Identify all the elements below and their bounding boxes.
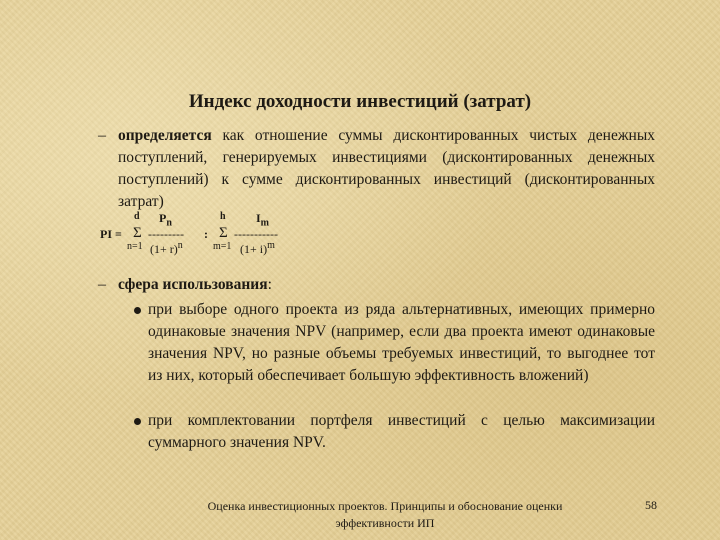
- formula-numerator-1-sub: n: [166, 217, 172, 229]
- formula-limit-top-2: h: [220, 211, 226, 222]
- formula-sigma-1: Σ: [133, 225, 142, 241]
- formula-denominator-1-base: (1+ r): [150, 242, 178, 256]
- formula-numerator-2-letter: I: [256, 211, 261, 225]
- formula-denominator-1: [150, 240, 183, 257]
- scope-item-1: при выборе одного проекта из ряда альтернативных, имеющих примерно одинаковые значения NPV (например, если два проекта имеют одинаковые значения NPV, но разные объемы требуемых инвестиций, то выгоднее тот из них, который обеспечивает большую эффективность вложений): [148, 301, 655, 384]
- definition-text: как отношение суммы дисконтированных чистых денежных поступлений, генерируемых инвестициями (дисконтированных денежных поступлений) к сумме дисконтированных инвестиций (дисконтированных затрат): [118, 127, 655, 210]
- formula-numerator-2-sub: m: [260, 217, 270, 229]
- formula-denominator-2: [240, 240, 275, 257]
- scope-item-2: при комплектовании портфеля инвестиций с целью максимизации суммарного значения NPV.: [148, 412, 655, 451]
- definition-term: определяется: [118, 127, 212, 144]
- slide-title: Индекс доходности инвестиций (затрат): [188, 91, 532, 112]
- formula-denominator-1-exp: n: [177, 240, 183, 251]
- formula-limit-bottom-1: n=1: [127, 241, 143, 252]
- formula-numerator-1-letter: P: [159, 211, 167, 225]
- formula-denominator-2-exp: m: [267, 240, 275, 251]
- formula-dashes-1: ---------: [148, 227, 184, 241]
- footer-text: Оценка инвестиционных проектов. Принципы и обоснование оценки эффективности ИП: [207, 499, 563, 530]
- formula-numerator-1: [159, 211, 172, 228]
- formula-divide: :: [204, 227, 208, 241]
- scope-heading: сфера использования: [118, 276, 268, 293]
- definition-dash: –: [98, 127, 106, 144]
- scope-item-2-bullet: [134, 418, 141, 425]
- formula-denominator-2-base: (1+ i): [240, 242, 268, 256]
- scope-colon: :: [267, 276, 272, 293]
- formula-sigma-2: Σ: [219, 225, 228, 241]
- formula-lhs: PI =: [100, 227, 122, 241]
- formula-limit-top-1: d: [134, 211, 140, 222]
- page-number: 58: [645, 498, 657, 512]
- formula-limit-bottom-2: m=1: [213, 241, 232, 252]
- scope-dash: –: [98, 276, 106, 293]
- formula-numerator-2: [256, 211, 269, 228]
- scope-heading-line: [118, 274, 655, 296]
- scope-item-1-bullet: [134, 307, 141, 314]
- formula-dashes-2: -----------: [234, 227, 278, 241]
